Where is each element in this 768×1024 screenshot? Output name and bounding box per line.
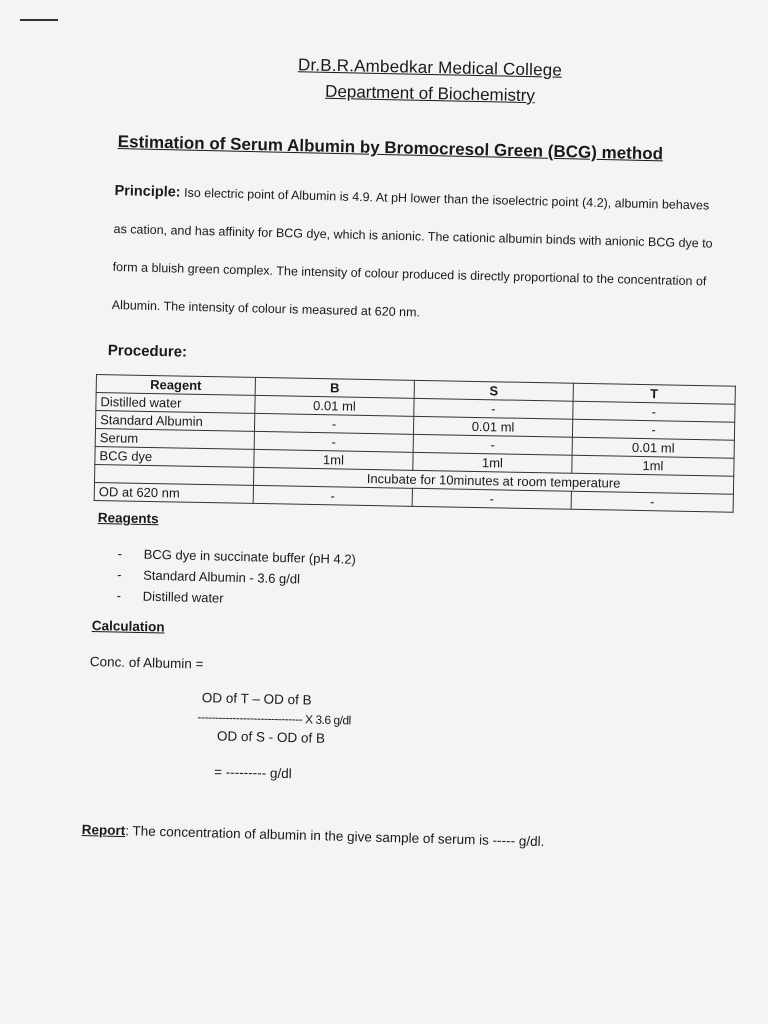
concentration-label: Conc. of Albumin = — [89, 654, 204, 672]
header-reagent: Reagent — [96, 375, 255, 396]
header-blank: B — [255, 377, 414, 398]
cell-t: - — [573, 401, 735, 422]
cell-b: 0.01 ml — [255, 395, 414, 416]
cell-t: 0.01 ml — [572, 437, 734, 458]
procedure-table-wrapper — [94, 374, 736, 513]
cell-s: 0.01 ml — [413, 416, 572, 437]
cell-b: - — [254, 431, 413, 452]
cell-t: 1ml — [572, 455, 734, 476]
list-item: - BCG dye in succinate buffer (pH 4.2) — [117, 543, 356, 570]
principle-label: Principle: — [114, 182, 181, 201]
cell-reagent: BCG dye — [95, 446, 254, 467]
report-text: : The concentration of albumin in the give sample of serum is ----- g/dl. — [125, 823, 545, 850]
cell-s: - — [414, 398, 573, 419]
formula-fraction-line: ------------------------------ X 3.6 g/dl — [197, 709, 351, 728]
cell-t: - — [572, 419, 734, 440]
procedure-table — [94, 374, 736, 513]
cell-reagent: OD at 620 nm — [94, 482, 253, 503]
list-item: - Distilled water — [116, 585, 355, 612]
list-item: - Standard Albumin - 3.6 g/dl — [117, 564, 356, 591]
incubate-instruction: Incubate for 10minutes at room temperature — [253, 467, 733, 494]
procedure-heading: Procedure: — [107, 342, 188, 361]
report-label: Report — [81, 822, 126, 839]
experiment-title: Estimation of Serum Albumin by Bromocresol Green (BCG) method — [117, 132, 664, 164]
cell-reagent: Serum — [95, 429, 254, 450]
report-section — [82, 822, 545, 849]
cell-s: - — [412, 488, 571, 509]
cell-reagent: Distilled water — [96, 393, 255, 414]
principle-section — [111, 172, 715, 339]
header-standard: S — [414, 380, 573, 401]
formula-result: = --------- g/dl — [213, 764, 292, 782]
cell-s: 1ml — [413, 452, 572, 473]
reagents-list — [116, 543, 356, 612]
cell-b: 1ml — [254, 449, 413, 470]
header-test: T — [573, 383, 735, 404]
formula-denominator: OD of S - OD of B — [216, 728, 326, 746]
cell-t: - — [571, 491, 733, 512]
reagents-heading: Reagents — [97, 510, 159, 527]
cell-s: - — [413, 434, 572, 455]
cell-b: - — [253, 485, 412, 506]
cell-reagent: Standard Albumin — [96, 411, 255, 432]
cell-b: - — [254, 413, 413, 434]
calculation-heading: Calculation — [91, 618, 165, 635]
margin-dash-mark — [20, 19, 58, 21]
college-name: Dr.B.R.Ambedkar Medical College — [297, 55, 563, 80]
formula-numerator: OD of T – OD of B — [201, 690, 312, 708]
principle-text: Iso electric point of Albumin is 4.9. At pH lower than the isoelectric point (4.2), albumin behaves as cation, and has affinity for BCG dye, which is anionic. The cationic albumin binds with anionic BCG dye to form a bluish green complex. The intensity of colour produced is directly proportional to the concentration of Albumin. The intensity of colour is measured at 620 nm. — [111, 185, 713, 320]
department-name: Department of Biochemistry — [324, 81, 536, 106]
